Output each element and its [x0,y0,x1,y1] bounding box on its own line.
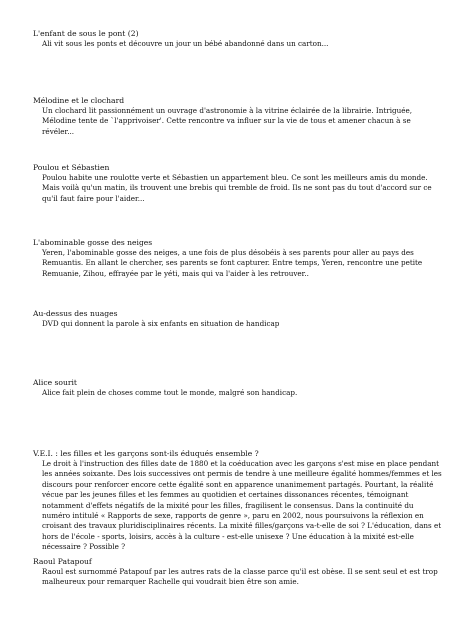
entry-abominable-gosse [33,238,443,279]
entry-alice-sourit [33,378,443,398]
entry-description: DVD qui donnent la parole à six enfants en situation de handicap [42,319,280,328]
entry-title: L'enfant de sous le pont (2) [33,29,139,38]
entry-title: Mélodine et le clochard [33,96,125,105]
entry-description: Un clochard lit passionnément un ouvrage d'astronomie à la vitrine éclairée de la librairie. Intriguée, Mélodine tente de `l'apprivoiser'. Cette rencontre va influer sur la vie de tous et amener chacun à se révéler... [42,106,413,136]
entry-description: Yeren, l'abominable gosse des neiges, a une fois de plus désobéis à ses parents pour aller au pays des Remuantis. En allant le chercher, ses parents se font capturer. Entre temps, Yeren, rencontre une petite Remuanie, Zihou, effrayée par le yéti, mais qui va l'aider à les retrouver.. [42,248,423,278]
entry-description: Le droit à l'instruction des filles date de 1880 et la coéducation avec les garçons s'est mise en place pendant les années soixante. Des lois successives ont permis de tendre à une meilleure égalité hommes/femmes et les discours pour renforcer encore cette égalité sont en apparence unanimement partagés. Pourtant, la réalité vécue par les jeunes filles et les femmes au quotidien et certaines dissonances récentes, témoignant notamment d'effets négatifs de la mixité pour les filles, fragilisent le consensus. Dans la continuité du numéro intitulé « Rapports de sexe, rapports de genre », paru en 2002, nous poursuivons la réflexion en croisant des travaux pluridisciplinaires récents. La mixité filles/garçons va-t-elle de soi ? L'éducation, dans et hors de l'école - sports, loisirs, accès à la culture - est-elle unisexe ? Une éducation à la mixité est-elle nécessaire ? Possible ? [42,459,442,552]
entry-title: V.E.I. : les filles et les garçons sont-ils éduqués ensemble ? [33,449,259,458]
entry-poulou [33,163,443,204]
entry-title: L'abominable gosse des neiges [33,238,153,247]
entry-title: Poulou et Sébastien [33,163,110,172]
entry-melodine [33,96,443,137]
entry-title: Raoul Patapouf [33,557,92,566]
entry-description: Raoul est surnommé Patapouf par les autres rats de la classe parce qu'il est obèse. Il se sent seul et est trop malheureux pour remarquer Rachelle qui voudrait bien être son amie. [42,567,438,587]
entry-enfant-sous-le-pont [33,29,443,49]
entry-title: Au-dessus des nuages [33,309,118,318]
entry-description: Alice fait plein de choses comme tout le monde, malgré son handicap. [42,388,298,397]
entry-raoul-patapouf [33,557,443,588]
entry-title: Alice sourit [33,378,77,387]
entry-description: Ali vit sous les ponts et découvre un jour un bébé abandonné dans un carton... [42,39,329,48]
entry-au-dessus-des-nuages [33,309,443,329]
entry-description: Poulou habite une roulotte verte et Sébastien un appartement bleu. Ce sont les meilleurs amis du monde. Mais voilà qu'un matin, ils trouvent une brebis qui tremble de froid. Ils ne sont pas du tout d'accord sur ce qu'il faut faire pour l'aider... [42,173,432,203]
entry-vei [33,449,443,553]
